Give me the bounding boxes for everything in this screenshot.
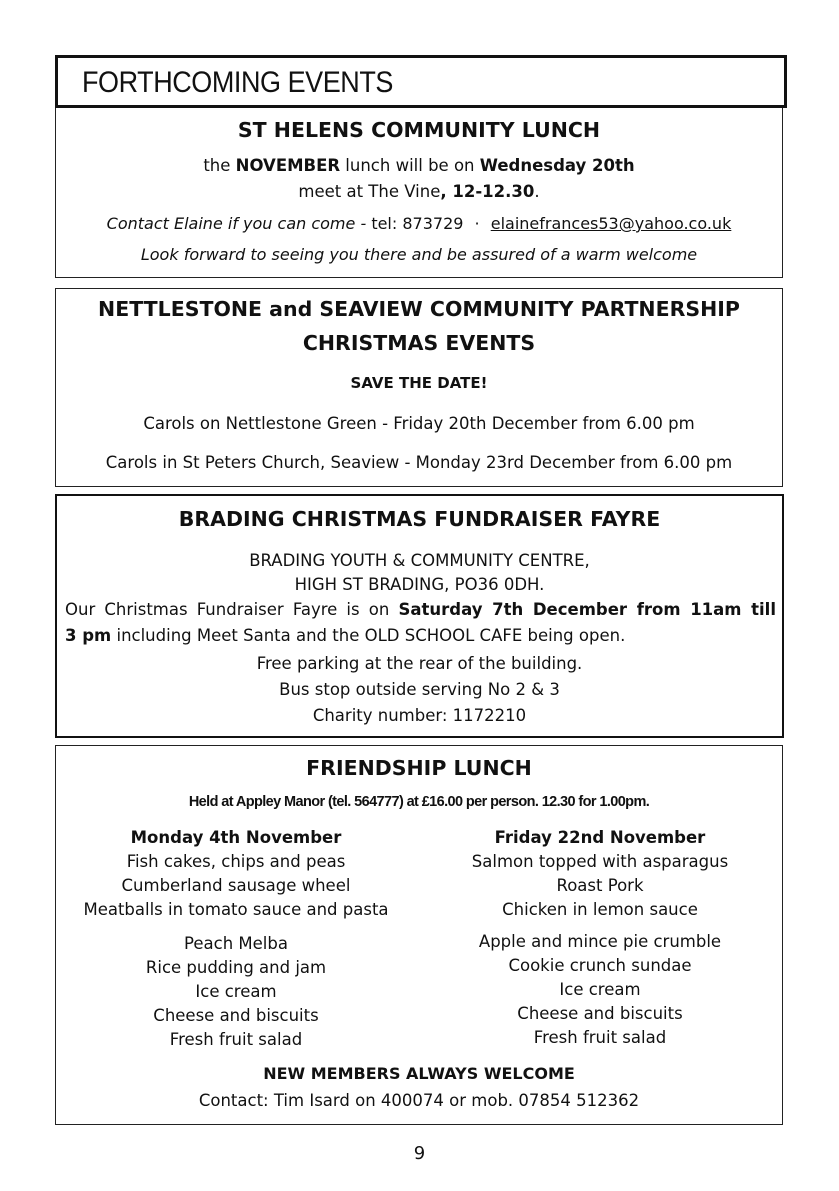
menu-item: Chicken in lemon sauce <box>502 900 698 919</box>
menu-item: Salmon topped with asparagus <box>471 852 729 871</box>
text: . <box>534 182 540 201</box>
menu-item: Cookie crunch sundae <box>508 956 692 975</box>
brading-paragraph-line-2 <box>65 626 782 645</box>
page-number: 9 <box>413 1143 426 1164</box>
contact-text: Contact Elaine if you can come - <box>106 214 372 233</box>
venue-text: meet at The Vine <box>298 182 441 201</box>
menu-item: Fresh fruit salad <box>533 1028 667 1047</box>
new-members: NEW MEMBERS ALWAYS WELCOME <box>263 1064 575 1083</box>
month-text: NOVEMBER <box>235 156 341 175</box>
brading-address-1: BRADING YOUTH & COMMUNITY CENTRE, <box>249 551 590 570</box>
nettlestone-box <box>55 288 783 487</box>
text: the <box>203 156 236 175</box>
brading-charity: Charity number: 1172210 <box>312 706 527 725</box>
nettlestone-title-1: NETTLESTONE and SEAVIEW COMMUNITY PARTNERSHIP <box>98 297 740 321</box>
text: Our Christmas Fundraiser Fayre is on <box>65 600 399 619</box>
menu-item: Ice cream <box>559 980 641 999</box>
menu-item: Roast Pork <box>556 876 644 895</box>
nettlestone-event-1: Carols on Nettlestone Green - Friday 20th December from 6.00 pm <box>143 414 695 433</box>
menu-item: Apple and mince pie crumble <box>478 932 722 951</box>
text: including Meet Santa and the OLD SCHOOL CAFE being open. <box>111 626 626 645</box>
brading-title: BRADING CHRISTMAS FUNDRAISER FAYRE <box>178 507 661 531</box>
st-helens-welcome: Look forward to seeing you there and be assured of a warm welcome <box>140 245 698 264</box>
st-helens-lunch-box <box>55 108 783 278</box>
brading-address-2: HIGH ST BRADING, PO36 0DH. <box>294 575 545 594</box>
menu-item: Fresh fruit salad <box>169 1030 303 1049</box>
day-text: Wednesday 20th <box>479 156 635 175</box>
menu-item: Fish cakes, chips and peas <box>126 852 346 871</box>
time-text: , 12-12.30 <box>440 182 535 201</box>
menu-item: Rice pudding and jam <box>145 958 327 977</box>
brading-paragraph-line-1 <box>65 600 776 619</box>
menu-item: Peach Melba <box>184 934 288 953</box>
date-text: Saturday 7th December from 11am till <box>398 600 776 619</box>
brading-parking: Free parking at the rear of the building. <box>256 654 583 673</box>
menu-item: Cheese and biscuits <box>517 1004 683 1023</box>
save-the-date: SAVE THE DATE! <box>350 374 488 392</box>
menu-item: Meatballs in tomato sauce and pasta <box>83 900 389 919</box>
brading-bus: Bus stop outside serving No 2 & 3 <box>279 680 560 699</box>
nettlestone-event-2: Carols in St Peters Church, Seaview - Monday 23rd December from 6.00 pm <box>105 453 733 472</box>
st-helens-contact-line <box>56 214 782 233</box>
time-text: 3 pm <box>65 626 112 645</box>
friendship-subtitle: Held at Appley Manor (tel. 564777) at £16.00 per person. 12.30 for 1.00pm. <box>188 794 650 810</box>
separator: · <box>474 214 480 233</box>
nettlestone-title-2: CHRISTMAS EVENTS <box>302 331 536 355</box>
menu-left-date: Monday 4th November <box>130 828 342 847</box>
st-helens-date-line <box>56 156 782 175</box>
menu-item: Ice cream <box>195 982 277 1001</box>
menu-right-date: Friday 22nd November <box>494 828 706 847</box>
brading-box <box>55 494 784 738</box>
friendship-contact: Contact: Tim Isard on 400074 or mob. 07854 512362 <box>198 1091 640 1110</box>
friendship-lunch-box <box>55 745 783 1125</box>
email-link[interactable]: elainefrances53@yahoo.co.uk <box>490 214 732 233</box>
menu-item: Cheese and biscuits <box>153 1006 319 1025</box>
contact-tel: tel: 873729 <box>371 214 464 233</box>
text: lunch will be on <box>340 156 480 175</box>
st-helens-venue-line <box>56 182 782 201</box>
friendship-title: FRIENDSHIP LUNCH <box>306 756 532 780</box>
page-title: FORTHCOMING EVENTS <box>82 66 393 99</box>
section-header <box>55 55 787 108</box>
menu-item: Cumberland sausage wheel <box>121 876 351 895</box>
menu-right <box>420 826 780 1050</box>
st-helens-title: ST HELENS COMMUNITY LUNCH <box>237 118 601 142</box>
menu-left <box>56 826 416 1052</box>
